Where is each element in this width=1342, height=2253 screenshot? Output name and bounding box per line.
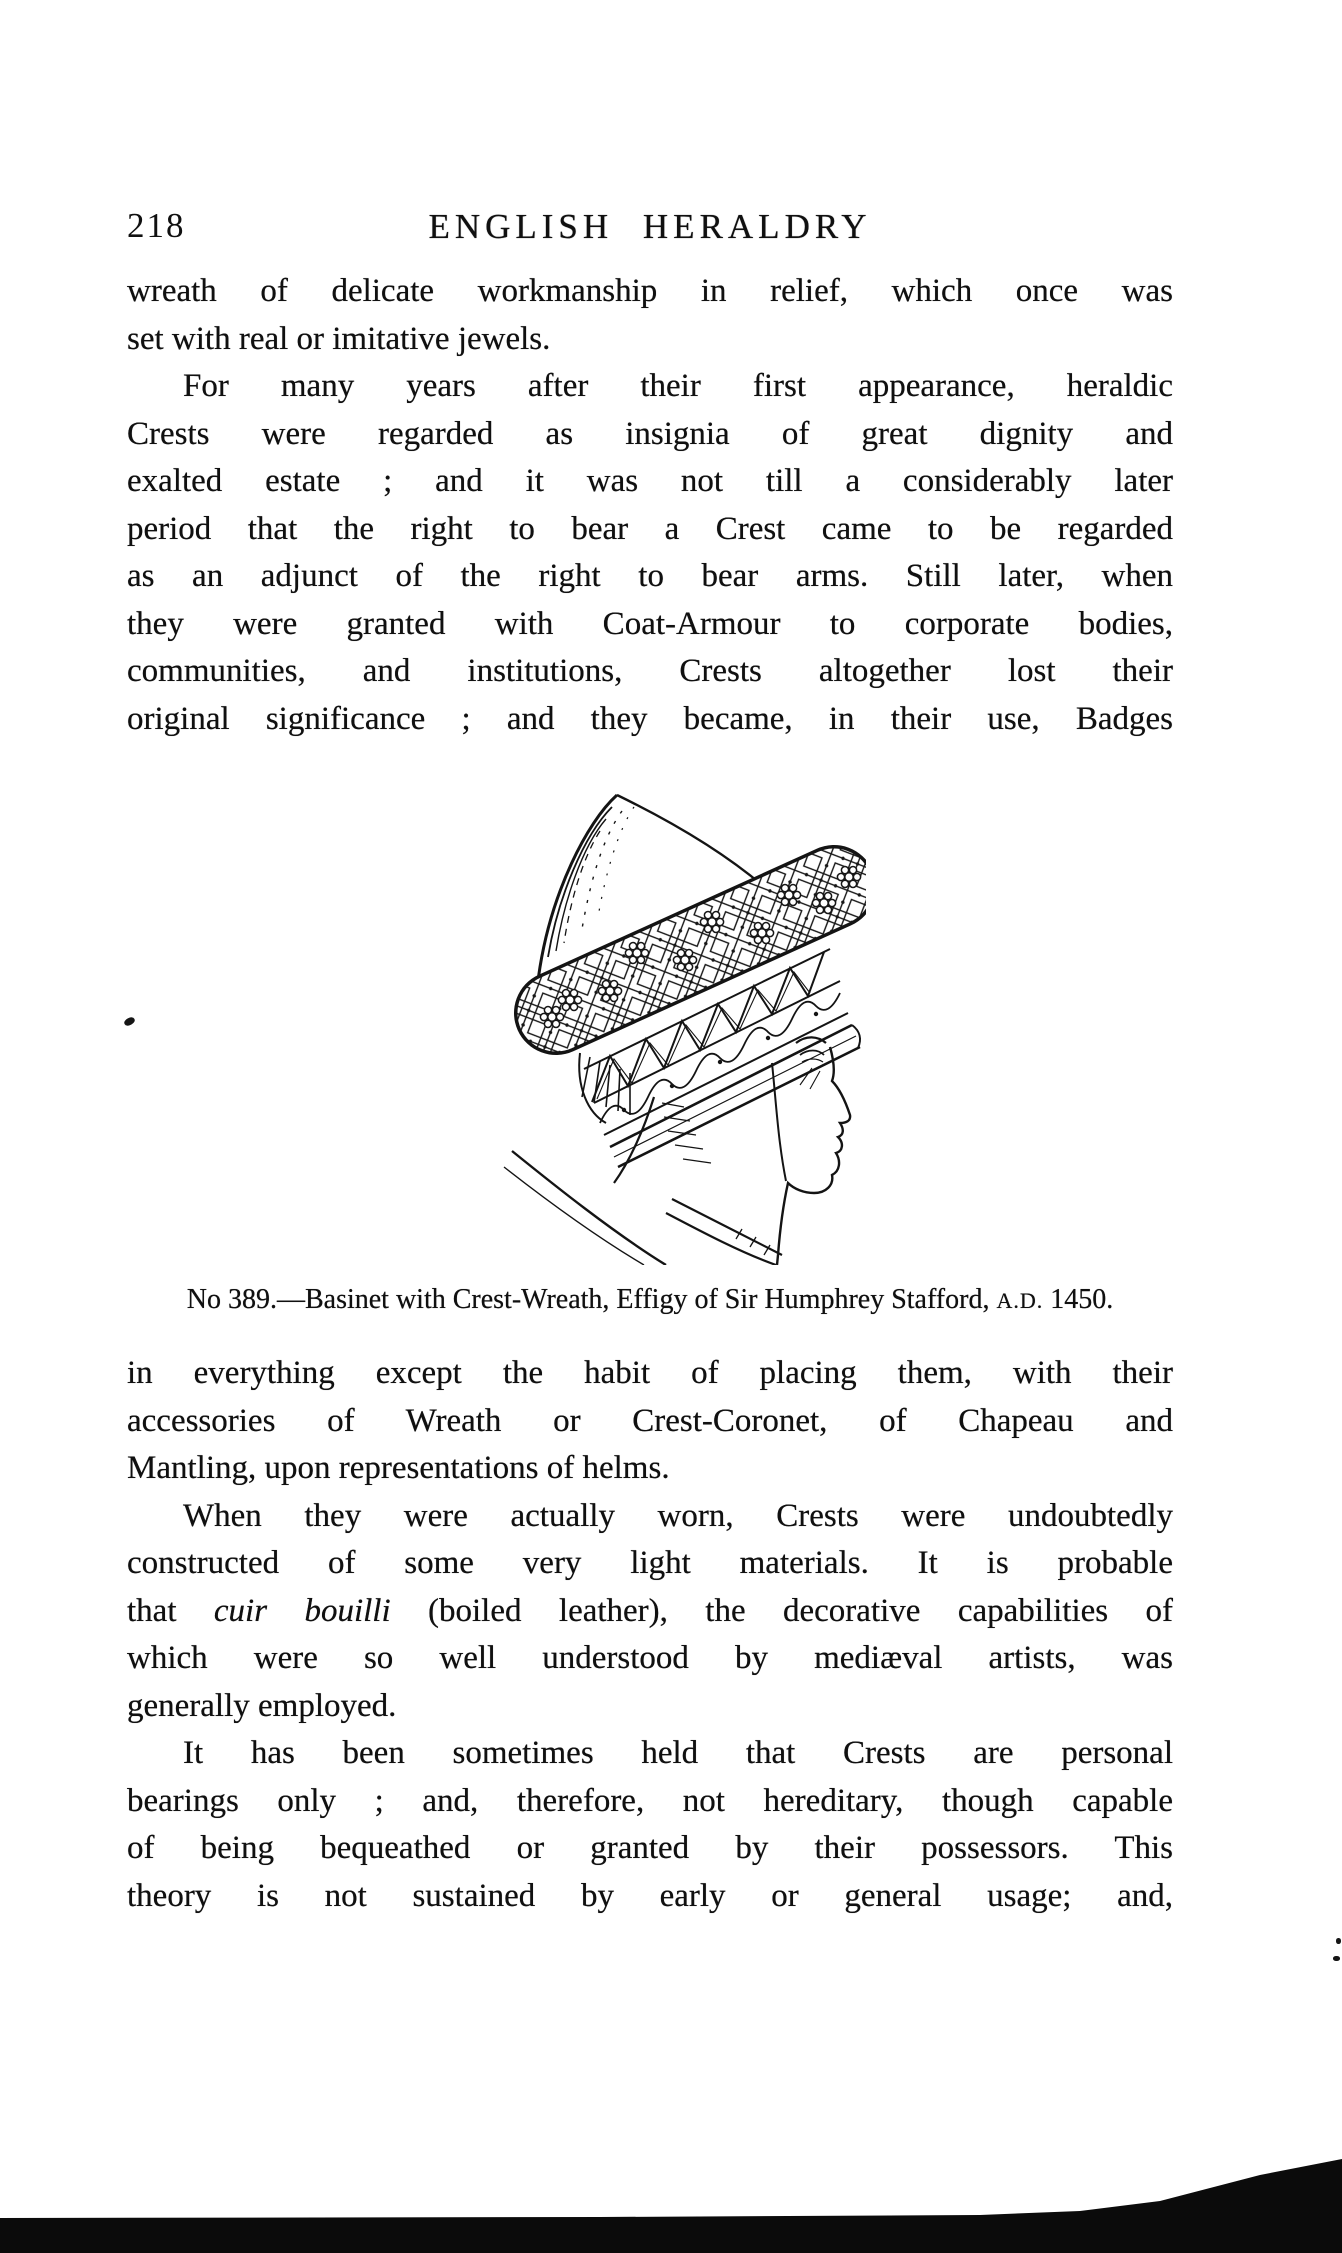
italic-phrase: cuir bouilli — [213, 1592, 391, 1629]
figure — [494, 785, 866, 1265]
page-number: 218 — [127, 206, 186, 245]
text-line: period that the right to bear a Crest came to be regarded — [127, 510, 1173, 547]
figure-caption-year: 1450. — [1043, 1284, 1114, 1315]
text-line — [127, 1588, 1173, 1636]
text-line: they were granted with Coat-Armour to corporate bodies, — [127, 605, 1173, 642]
basinet-engraving-illustration — [494, 785, 866, 1265]
text-line: It has been sometimes held that Crests are personal — [183, 1735, 1173, 1771]
text-line: which were so well understood by mediæval artists, was — [127, 1640, 1173, 1676]
figure-caption-text: No 389.—Basinet with Crest-Wreath, Effigy of Sir Humphrey Stafford, — [186, 1284, 997, 1315]
text-line: original significance ; and they became, in their use, Badges — [127, 700, 1173, 737]
text-line: exalted estate ; and it was not till a considerably later — [127, 463, 1173, 499]
paragraph-1 — [127, 268, 1173, 363]
text-segment: that — [127, 1592, 214, 1629]
text-line: constructed of some very light materials. It is probable — [127, 1545, 1173, 1581]
text-line: When they were actually worn, Crests were undoubtedly — [183, 1497, 1173, 1534]
neck-and-shoulders — [504, 1097, 782, 1265]
figure-caption — [127, 1283, 1173, 1318]
scan-edge-artifact — [0, 2153, 1342, 2253]
paragraph-2 — [127, 363, 1173, 743]
text-line: For many years after their first appearance, heraldic — [183, 368, 1173, 404]
text-line: in everything except the habit of placing them, with their — [127, 1355, 1173, 1391]
text-line: Mantling, upon representations of helms. — [127, 1450, 670, 1486]
ink-speck — [123, 1016, 136, 1027]
running-title: ENGLISH HERALDRY — [428, 207, 872, 246]
page-header — [127, 206, 1173, 250]
figure-caption-era: A.D. — [996, 1288, 1044, 1313]
text-line: set with real or imitative jewels. — [127, 320, 551, 357]
text-line: accessories of Wreath or Crest-Coronet, of Chapeau and — [127, 1402, 1173, 1439]
ink-speck — [1333, 1956, 1340, 1961]
text-line: generally employed. — [127, 1687, 397, 1724]
text-block-upper — [127, 268, 1173, 743]
paragraph-3 — [127, 1350, 1173, 1493]
ink-speck — [1336, 1938, 1341, 1944]
text-line: bearings only ; and, therefore, not hereditary, though capable — [127, 1782, 1173, 1819]
text-line: wreath of delicate workmanship in relief, which once was — [127, 273, 1173, 309]
text-block-lower — [127, 1350, 1173, 1920]
text-line: Crests were regarded as insignia of great dignity and — [127, 415, 1173, 452]
paragraph-5 — [127, 1730, 1173, 1920]
text-line: theory is not sustained by early or general usage; and, — [127, 1877, 1173, 1914]
text-line: communities, and institutions, Crests altogether lost their — [127, 653, 1173, 689]
text-line: of being bequeathed or granted by their possessors. This — [127, 1830, 1173, 1866]
text-line: as an adjunct of the right to bear arms. Still later, when — [127, 558, 1173, 594]
text-segment: (boiled leather), the decorative capabilities of — [390, 1592, 1173, 1629]
paragraph-4 — [127, 1493, 1173, 1731]
